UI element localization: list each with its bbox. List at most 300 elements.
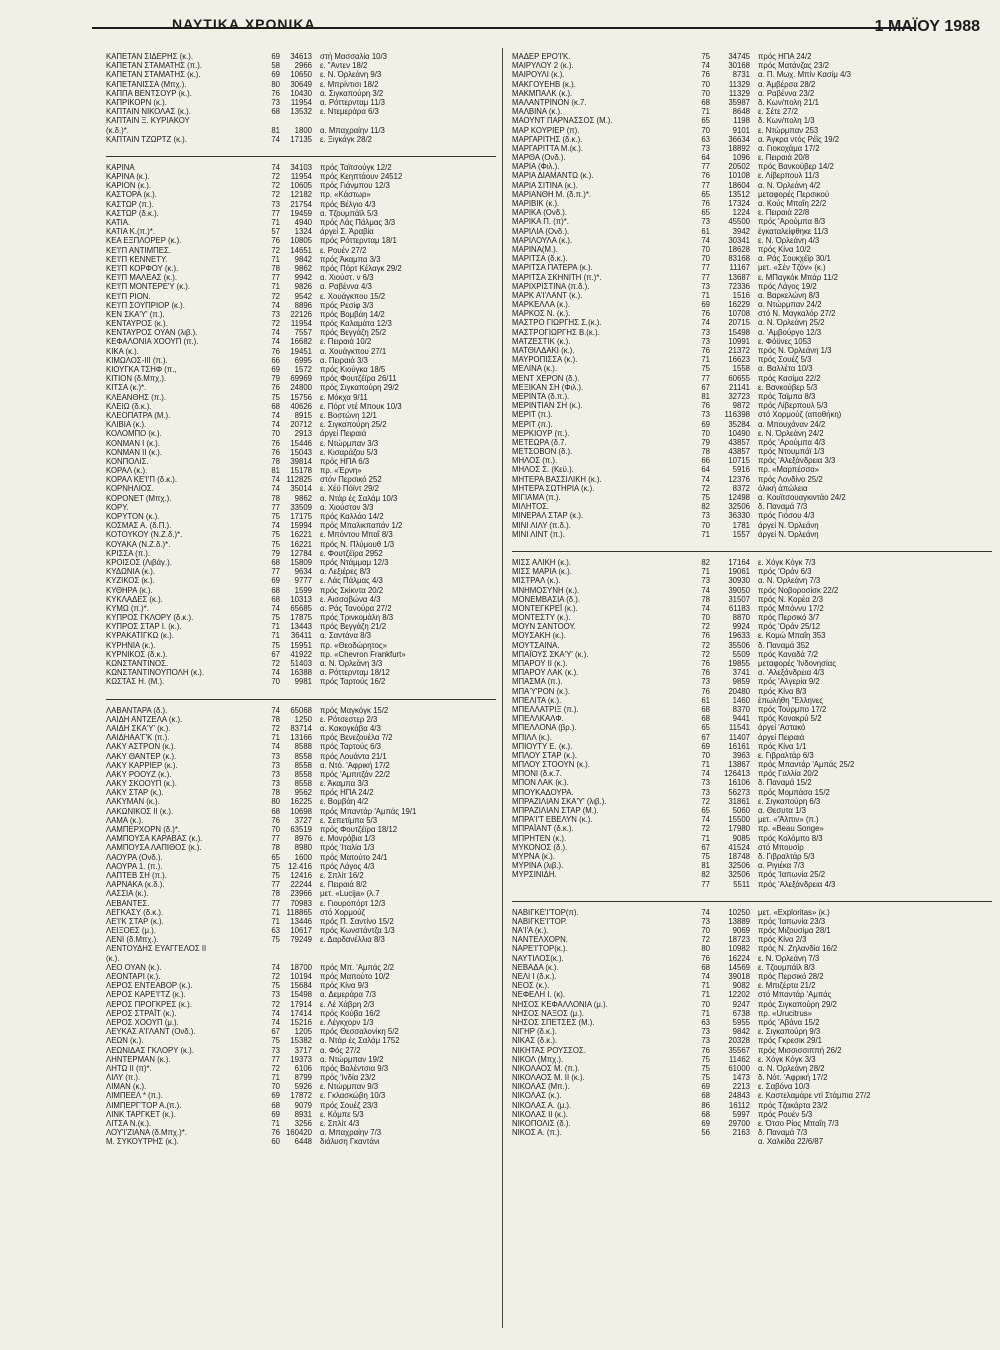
ship-name: ΛΑΙΔΗ ΣΚΑ'Υ' (κ.).	[106, 723, 171, 733]
tonnage: 12498	[728, 493, 750, 502]
ship-name: ΝΑ'Ι'Α (κ.).	[512, 926, 549, 936]
position-note: ε. Πειραιά 22/8	[758, 208, 810, 218]
position-note: ε. Τζουμπάϊλ 8/3	[758, 962, 815, 972]
tonnage: 12.416	[288, 861, 312, 871]
tonnage: 10108	[728, 171, 750, 181]
ship-row	[106, 1137, 496, 1146]
build-year: 86	[701, 1100, 710, 1110]
tonnage: 18723	[728, 935, 750, 945]
ship-name: ΛΕΟΝΤΑΡΙ (κ.).	[106, 972, 161, 981]
position-note: στό Χορμούζ (αποθήκη)	[758, 410, 842, 420]
tonnage: 11462	[728, 1054, 750, 1064]
position-note: πρ. «Κάστωρ»	[320, 190, 371, 200]
tonnage: 5060	[732, 806, 750, 815]
tonnage: 9981	[294, 677, 312, 687]
position-note: ε. Βοστώνη 12/1	[320, 410, 377, 420]
position-note	[312, 944, 496, 953]
position-note: α. Μπαχραίην 11/3	[320, 125, 385, 135]
position-note: δ. Νότ. 'Αφρική 17/2	[758, 1073, 828, 1083]
position-note: έπωλήθη "Ελληνες	[758, 695, 823, 705]
tonnage: 35987	[728, 97, 750, 107]
ship-name: ΝΑΝΤΕΛΧΟΡΝ.	[512, 935, 568, 945]
build-year: 73	[701, 143, 710, 153]
position-note: ε. Λάς Πάλμας 4/3	[320, 576, 383, 586]
position-note: πρός 'Ινδία 23/2	[320, 1073, 376, 1083]
position-note: άργεί Πειραιά	[320, 429, 367, 439]
ship-row	[512, 80, 992, 89]
ship-row	[512, 659, 992, 668]
ship-row	[106, 530, 496, 539]
position-note: πρός Ματάνζας 23/2	[758, 61, 829, 71]
ship-name: ΝΙΚΟΛ (Μπχ.).	[512, 1054, 564, 1064]
tonnage: 12202	[728, 990, 750, 1000]
tonnage: 10715	[728, 456, 750, 466]
ship-row	[106, 1027, 496, 1036]
ship-row	[106, 733, 496, 742]
ship-row	[106, 218, 496, 227]
position-note: πρός Κίνα 10/2	[758, 244, 811, 254]
position-note: ε. Μόκχα 9/11	[320, 392, 368, 402]
tonnage: 17875	[290, 613, 312, 623]
build-year: 72	[271, 319, 280, 329]
ship-row	[512, 742, 992, 751]
tonnage: 1558	[732, 364, 750, 374]
build-year: 80	[271, 797, 280, 807]
position-note: πρός Κίνα 1/1	[758, 741, 807, 751]
tonnage: 16225	[290, 797, 312, 807]
ship-row	[106, 264, 496, 273]
ship-name: ΜΑΡΚΕΛΛΑ (κ.).	[512, 300, 571, 310]
tonnage: 24800	[290, 383, 312, 393]
tonnage: 14651	[290, 245, 312, 255]
ship-row	[512, 705, 992, 714]
ship-name: ΚΕ'Ι'Π ΡΙΟΝ.	[106, 291, 151, 301]
build-year: 73	[701, 336, 710, 346]
publication-title: ΝΑΥΤΙΚΑ ΧΡΟΝΙΚΑ	[172, 16, 316, 32]
ship-name: ΜΑΡΙΑ ΣΙΤΙΝΑ (κ.).	[512, 180, 578, 190]
ship-row	[106, 1018, 496, 1027]
tonnage: 41524	[728, 842, 750, 852]
position-note: ε. Βανκούβερ 5/3	[758, 382, 818, 392]
build-year: 64	[701, 153, 710, 163]
ship-group	[512, 901, 992, 1147]
tonnage: 21141	[728, 382, 750, 392]
ship-name: ΚΑΣΤΩΡ (π.).	[106, 199, 154, 209]
tonnage: 17135	[290, 134, 312, 144]
ship-row	[106, 843, 496, 852]
build-year: 76	[271, 815, 280, 825]
ship-row	[106, 622, 496, 631]
build-year: 77	[271, 834, 280, 844]
ship-name: ΚΑΠΤΑΙΝ Ξ. ΚΥΡΙΑΚΟΥ	[106, 116, 190, 126]
position-note: πρός Περσικό 28/2	[758, 972, 824, 981]
build-year: 74	[701, 815, 710, 825]
tonnage: 34103	[290, 162, 312, 172]
ship-name: ΛΕΩΝΙΔΑΣ ΓΚΛΟΡΥ (κ.).	[106, 1045, 194, 1055]
tonnage: 22126	[290, 309, 312, 319]
tonnage: 15498	[728, 327, 750, 337]
build-year: 72	[701, 483, 710, 493]
tonnage: 17980	[728, 824, 750, 834]
ship-group	[512, 52, 992, 539]
ship-row	[512, 567, 992, 576]
tonnage: 15500	[728, 815, 750, 825]
position-note: στό Χορμούζ	[320, 907, 365, 917]
build-year: 73	[701, 511, 710, 521]
ship-name: ΛΑΜΠΟΥΣΑ ΚΑΡΑΒΑΣ (κ.).	[106, 834, 203, 844]
ship-name	[512, 880, 670, 889]
build-year: 70	[701, 254, 710, 264]
ship-row	[512, 447, 992, 456]
position-note: ε. Γκλασκώβη 10/3	[320, 1091, 386, 1101]
ship-name: ΜΠΛΟΥ ΣΤΟΟΥΝ (κ.).	[512, 760, 590, 770]
ship-name: ΛΟΥ'Ι'ΖΙΑΝΑ (δ.Μπχ.)*.	[106, 1128, 187, 1138]
position-note: ε. Ότσο Ρίος Μπαΐη 7/3	[758, 1119, 839, 1128]
ship-row	[512, 586, 992, 595]
build-year: 69	[271, 52, 280, 61]
position-note: πρός 'Αβάνα 15/2	[758, 1017, 820, 1027]
ship-name: ΛΕΡΟΣ ΕΝΤΕΑΒΟΡ (κ.).	[106, 981, 193, 991]
position-note: δ. Παναμά 7/3	[758, 502, 808, 512]
tonnage: 15446	[290, 438, 312, 448]
tonnage: 1781	[732, 520, 750, 530]
tonnage: 9924	[732, 622, 750, 632]
build-year: 77	[701, 162, 710, 172]
ship-name: ΛΑΙΔΗ ΑΝΤΖΕΛΑ (κ.).	[106, 714, 183, 724]
tonnage: 63519	[290, 825, 312, 834]
position-note: ε. Γιουροπόρτ 12/3	[320, 898, 386, 908]
tonnage: 17164	[728, 557, 750, 567]
build-year: 70	[701, 750, 710, 760]
position-note: μεταφορές 'Ινδονησίας	[758, 659, 836, 668]
tonnage: 34613	[290, 52, 312, 61]
tonnage: 13512	[728, 189, 750, 199]
build-year: 82	[701, 502, 710, 512]
position-note: πρός Σουέζ 5/3	[758, 355, 812, 365]
tonnage: 5955	[732, 1017, 750, 1027]
build-year: 70	[271, 677, 280, 687]
ship-name: ΚΥΡΝΙΚΟΣ (δ.κ.).	[106, 649, 168, 659]
ship-name: ΝΗΣΟΣ ΣΠΕΤΣΕΣ (Μ.).	[512, 1017, 595, 1027]
tonnage: 9842	[294, 254, 312, 264]
ship-name: ΚΕΝΤΑΥΡΟΣ (κ.).	[106, 319, 168, 329]
ship-name: ΝΙΚΟΛΑΟΣ Μ. (π.).	[512, 1063, 580, 1073]
ship-name: ΜΙΝΕΡΑΛ ΣΤΑΡ (κ.).	[512, 511, 584, 521]
ship-row	[512, 1018, 992, 1027]
ship-name: ΜΗΤΕΡΑ ΣΩΤΗΡΙΑ (κ.).	[512, 483, 595, 493]
tonnage: 10605	[290, 181, 312, 191]
ship-name: ΜΠΑΡΟΥ ΛΑΚ (κ.).	[512, 668, 579, 678]
build-year: 72	[271, 172, 280, 182]
ship-name: Μ. ΣΥΚΟΥΤΡΗΣ (κ.).	[106, 1137, 179, 1147]
ship-row	[512, 144, 992, 153]
ship-name: ΜΑΡΙΚΑ Π. (π)*.	[512, 217, 569, 227]
tonnage: 45500	[728, 217, 750, 227]
ship-name: ΜΠΡΑΪΑΝΤ (δ.κ.).	[512, 824, 574, 834]
ship-row	[106, 521, 496, 530]
tonnage: 15178	[290, 466, 312, 476]
build-year: 68	[271, 594, 280, 604]
ship-row	[512, 282, 992, 291]
tonnage: 19459	[290, 208, 312, 218]
ship-name: ΜΠΟΝ ΛΑΚ (κ.).	[512, 778, 569, 788]
tonnage: 30930	[728, 576, 750, 586]
ship-row	[512, 861, 992, 870]
position-note: άργεί Ν. Όρλεάνη	[758, 529, 819, 539]
ship-row	[512, 107, 992, 116]
position-note: πρός Κεηπτάουν 24512	[320, 172, 403, 182]
position-note: α. Χιούστ. ν 6/3	[320, 273, 374, 283]
tonnage: 15684	[290, 981, 312, 991]
ship-row	[106, 1073, 496, 1082]
tonnage: 8558	[294, 751, 312, 761]
ship-name: ΜΑΛΒΙΝΑ (κ.).	[512, 107, 563, 117]
ship-name: ΚΟΤΟΥΚΟΥ (Ν.Ζ.δ.)*.	[106, 530, 183, 540]
tonnage: 1572	[294, 365, 312, 374]
build-year: 65	[701, 116, 710, 126]
ship-name: ΜΑΟΥΝΤ ΠΑΡΝΑΣΣΟΣ (Μ.).	[512, 116, 613, 126]
tonnage: 8799	[294, 1073, 312, 1083]
build-year: 72	[701, 824, 710, 834]
ship-name: ΝΙΚΗΤΑΣ ΡΟΥΣΣΟΣ.	[512, 1045, 586, 1055]
position-note: ε. Ντώρμπαν 253	[758, 125, 819, 135]
ship-name: ΜΥΡΣΙΝΙΔΗ.	[512, 870, 557, 880]
tonnage: 9069	[732, 926, 750, 936]
ship-name: ΜΠΡΑΖΙΛΙΑΝ ΣΤΑΡ (Μ.).	[512, 806, 599, 815]
ship-row	[512, 126, 992, 135]
ship-name: ΚΑΠΕΤΑΝ ΣΤΑΜΑΤΗΣ (κ.).	[106, 70, 201, 80]
position-note: πρός Βενεζουέλα 7/2	[320, 733, 393, 743]
tonnage: 8931	[294, 1109, 312, 1119]
tonnage: 16682	[290, 337, 312, 347]
build-year: 79	[271, 548, 280, 558]
ship-name: ΜΑΡΙΚΑ (Ονδ.).	[512, 208, 568, 218]
tonnage: 15756	[290, 392, 312, 402]
position-note: α. Ριγιέκα 7/3	[758, 861, 805, 871]
build-year: 74	[701, 603, 710, 613]
ship-row	[106, 52, 496, 61]
position-note: α. Ντάρ ές Σαλάμ 10/3	[320, 493, 398, 503]
ship-row	[512, 465, 992, 474]
build-year: 72	[271, 245, 280, 255]
ship-name: ΚΛΕΟΠΑΤΡΑ (Μ.).	[106, 410, 171, 420]
ship-row	[106, 1091, 496, 1100]
tonnage: 1557	[732, 529, 750, 539]
position-note: άργεί 'Αστακό	[758, 723, 806, 733]
build-year: 73	[271, 1045, 280, 1055]
build-year: 81	[271, 466, 280, 476]
tonnage: 3717	[294, 1045, 312, 1055]
position-note: α. Ντώρμπαν 19/2	[320, 1054, 384, 1064]
build-year: 75	[701, 1073, 710, 1083]
ship-name: ΛΑΟΥΡΑ 1. (π.).	[106, 861, 163, 871]
ship-row	[106, 89, 496, 98]
build-year: 71	[271, 622, 280, 632]
build-year: 77	[701, 373, 710, 383]
position-note: πρός Βεγγάζη 25/2	[320, 328, 387, 338]
ship-row	[512, 963, 992, 972]
position-note: α. Λεξιέρες 8/3	[320, 567, 371, 577]
build-year: 67	[271, 649, 280, 659]
build-year: 74	[701, 585, 710, 595]
ship-name: ΚΩΝΣΤΑΝΤΙΝΟΥΠΟΛΗ (κ.).	[106, 668, 205, 678]
tonnage: 30341	[728, 235, 750, 245]
position-note: πρ. «Έρνη»	[320, 466, 362, 476]
ship-row	[512, 687, 992, 696]
build-year: 72	[271, 659, 280, 668]
position-note: ε. Ντεμεράρα 6/3	[320, 107, 379, 117]
ship-name: ΝΕΒΑΔΑ (κ.).	[512, 962, 559, 972]
position-note: πρός Άκαμπα 3/3	[320, 254, 381, 264]
ship-row	[512, 1000, 992, 1009]
build-year: 74	[701, 769, 710, 779]
ship-name: ΛΑΟΥΡΑ (Ονδ.).	[106, 852, 163, 862]
position-note: α. Κούς Μπαΐη 22/2	[758, 199, 827, 208]
ship-row	[106, 328, 496, 337]
position-note: α. Ντό. 'Αφρική 17/2	[320, 760, 390, 770]
position-note: πρός Μπόννυ 17/2	[758, 603, 824, 613]
ship-row	[512, 954, 992, 963]
ship-name: ΜΠΕΛΙΤΑ (κ.).	[512, 695, 562, 705]
ship-row	[106, 393, 496, 402]
tonnage: 36634	[728, 134, 750, 144]
ship-row	[106, 374, 496, 383]
build-year: 70	[701, 428, 710, 438]
tonnage: 6738	[732, 1008, 750, 1018]
build-year: 75	[271, 613, 280, 623]
tonnage: 1250	[294, 714, 312, 724]
ship-row	[106, 484, 496, 493]
ship-row	[106, 853, 496, 862]
tonnage: 19451	[290, 346, 312, 356]
ship-name: ΛΑΣΣΙΑ (κ.).	[106, 889, 149, 899]
ship-name: ΜΑΡΙΝΑ(Μ.).	[512, 244, 558, 254]
ship-row	[106, 310, 496, 319]
tonnage: 3727	[294, 815, 312, 825]
position-note: πρός 'Ιταλία 1/3	[320, 843, 375, 853]
build-year: 75	[271, 530, 280, 540]
ship-name: ΚΩΣΤΑΣ Η. (Μ.).	[106, 677, 165, 687]
ship-row	[106, 797, 496, 806]
tonnage: 12416	[290, 870, 312, 880]
ship-row	[106, 337, 496, 346]
ship-row	[512, 852, 992, 861]
build-year: 81	[701, 391, 710, 401]
position-note: α. Μπουχάναν 24/2	[758, 419, 826, 429]
ship-row	[512, 1119, 992, 1128]
ship-name: ΛΑΚΥ ΣΚΟΟΥΠ (κ.).	[106, 779, 177, 789]
build-year: 76	[701, 686, 710, 696]
position-note: ε. Κόμπε 5/3	[320, 1109, 364, 1119]
position-note: πρός Μομπάσα 15/2	[758, 787, 830, 797]
build-year: 67	[271, 1027, 280, 1037]
ship-group	[106, 699, 496, 1147]
ship-row	[106, 871, 496, 880]
tonnage: 30168	[728, 61, 750, 71]
tonnage: 9542	[294, 291, 312, 301]
tonnage: 3942	[732, 226, 750, 236]
build-year: 76	[701, 171, 710, 181]
tonnage: 39018	[728, 972, 750, 981]
ship-name: ΜΑΡΙΛΙΑ (Ονδ.).	[512, 226, 570, 236]
right-column	[512, 52, 992, 1159]
ship-name: ΚΥΚΛΑΔΕΣ (κ.).	[106, 594, 163, 604]
build-year: 73	[701, 1027, 710, 1037]
ship-name: ΚΑΡΙΝΑ (κ.).	[106, 172, 150, 182]
left-column	[106, 52, 496, 1159]
position-note: πρός Ρεσίφ 3/3	[320, 300, 374, 310]
position-note: πρός Γκρεσικ 29/1	[758, 1036, 822, 1046]
ship-name: ΜΟΥΣΑΚΗ (κ.).	[512, 631, 566, 641]
ship-row	[512, 364, 992, 373]
group-rule	[512, 901, 992, 902]
position-note: ε. Μπόντου Μπαΐ 8/3	[320, 530, 393, 540]
tonnage: 17175	[290, 512, 312, 521]
ship-name: ΛΑΚΥ ΘΑΝΤΕΡ (κ.).	[106, 751, 177, 761]
position-note: πρός Σουέζ 23/3	[320, 1100, 378, 1110]
ship-name: ΛΙΝΚ ΤΑΡΓΚΕΤ (κ.).	[106, 1109, 176, 1119]
position-note: ε. Καστελαμάρε ντί Στάμπια 27/2	[758, 1091, 871, 1101]
build-year: 78	[701, 594, 710, 604]
tonnage: 40626	[290, 401, 312, 411]
tonnage: 2913	[294, 429, 312, 439]
ship-row	[106, 292, 496, 301]
ship-name: ΜΠΡΑΖΙΛΙΑΝ ΣΚΑ'Υ' (λιβ.).	[512, 796, 607, 806]
ship-row	[106, 926, 496, 935]
build-year: 75	[271, 640, 280, 650]
ship-row	[106, 227, 496, 236]
position-note: πρός Πόρτ Κέλαγκ 29/2	[320, 263, 402, 273]
ship-row	[106, 255, 496, 264]
column-divider	[502, 48, 503, 1328]
ship-row	[512, 355, 992, 364]
tonnage: 83168	[728, 254, 750, 264]
tonnage: 6106	[294, 1063, 312, 1073]
build-year: 73	[271, 779, 280, 789]
ship-name: ΜΙΣΣ ΜΑΡΙΑ (κ.).	[512, 567, 572, 577]
ship-row	[106, 356, 496, 365]
ship-row	[106, 200, 496, 209]
build-year: 75	[701, 493, 710, 502]
position-note: πρός Μιζουσίμα 28/1	[758, 926, 831, 936]
ship-row	[512, 475, 992, 484]
ship-name: ΝΙΓΗΡ (δ.κ.).	[512, 1027, 557, 1037]
position-note: ε. Σαβόνα 10/3	[758, 1082, 810, 1092]
build-year: 73	[701, 410, 710, 420]
ship-name: ΛΕΡΟΣ ΧΟΟΥΠ (μ.).	[106, 1017, 179, 1027]
position-note: ε. Ν. Όρλεάνη 7/3	[758, 953, 820, 963]
build-year: 76	[701, 70, 710, 80]
ship-name: ΜΑΡΙΒΙΚ (κ.).	[512, 199, 560, 208]
position-note: πρός Σιγκαπούρη 29/2	[320, 383, 399, 393]
position-note: ε. Πειραιά 20/8	[758, 153, 810, 163]
position-note: πρός 'Ιαπωνία 23/3	[758, 916, 826, 926]
position-note: πρός ΗΠΑ 6/3	[320, 456, 370, 466]
ship-row	[106, 641, 496, 650]
position-note: ε. Σέτε 27/2	[758, 107, 799, 117]
ship-row	[106, 770, 496, 779]
tonnage	[280, 116, 312, 125]
build-year: 76	[701, 668, 710, 678]
ship-row	[106, 383, 496, 392]
ship-row	[106, 190, 496, 199]
tonnage: 20502	[728, 162, 750, 172]
build-year: 76	[271, 346, 280, 356]
ship-name: ΝΑΒΙΓΚΕ'Ι'ΤΟΡ(π).	[512, 907, 579, 917]
ship-name: ΜΑΡΙΤΣΑ ΣΚΗΝΙΤΗ (π.)*.	[512, 272, 602, 282]
ship-name: ΚΕΑ ΕΞΠΛΟΡΕΡ (κ.).	[106, 236, 182, 246]
tonnage: 9862	[294, 263, 312, 273]
